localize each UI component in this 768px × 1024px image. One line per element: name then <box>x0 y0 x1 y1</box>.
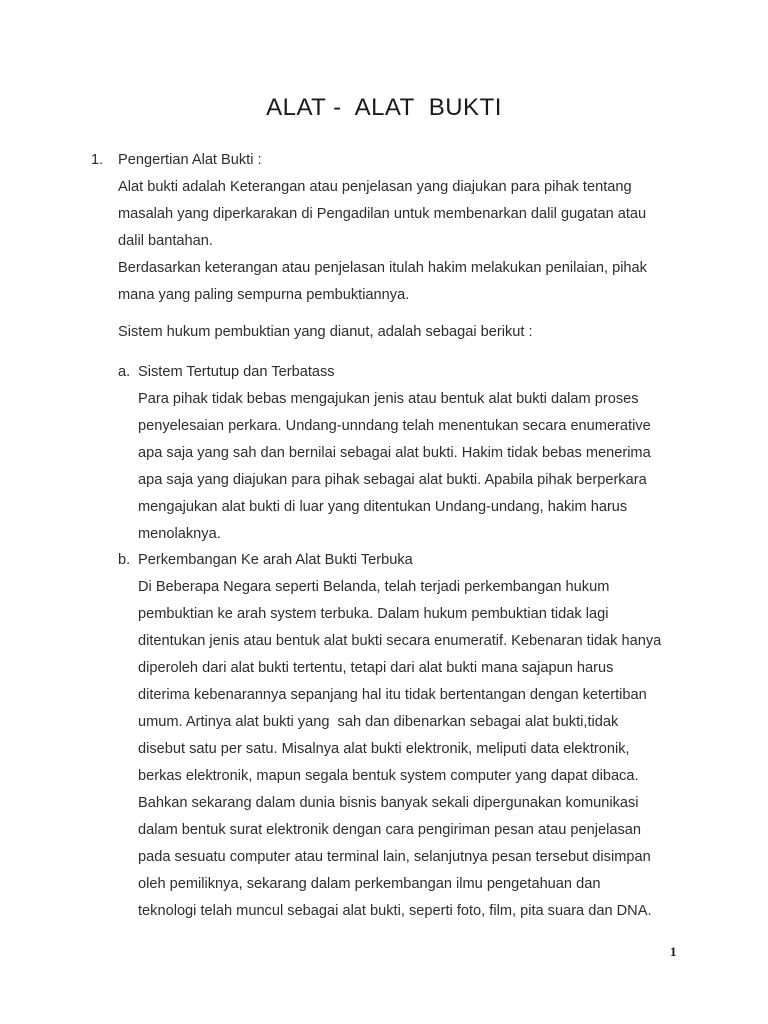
item-b-heading: Perkembangan Ke arah Alat Bukti Terbuka <box>138 552 413 568</box>
paragraph-line: mana yang paling sempurna pembuktiannya. <box>118 287 410 303</box>
item-b-line: ditentukan jenis atau bentuk alat bukti secara enumeratif. Kebenaran tidak hanya <box>138 633 662 649</box>
item-b-line: pada sesuatu computer atau terminal lain, selanjutnya pesan tersebut disimpan <box>138 849 651 865</box>
item-a-line: Para pihak tidak bebas mengajukan jenis atau bentuk alat bukti dalam proses <box>138 391 639 407</box>
intro-text: Sistem hukum pembuktian yang dianut, adalah sebagai berikut : <box>118 324 533 340</box>
item-b-line: Di Beberapa Negara seperti Belanda, telah terjadi perkembangan hukum <box>138 579 610 595</box>
item-a-line: apa saja yang sah dan bernilai sebagai alat bukti. Hakim tidak bebas menerima <box>138 445 651 461</box>
item-a-heading: Sistem Tertutup dan Terbatass <box>138 364 335 380</box>
item-a-line: menolaknya. <box>138 526 221 542</box>
item-a-line: apa saja yang diajukan para pihak sebagai alat bukti. Apabila pihak berperkara <box>138 472 647 488</box>
item-a-line: penyelesaian perkara. Undang-unndang telah menentukan secara enumerative <box>138 418 651 434</box>
item-b-line: diterima kebenarannya sepanjang hal itu tidak bertentangan dengan ketertiban <box>138 687 647 703</box>
item-a-line: mengajukan alat bukti di luar yang ditentukan Undang-undang, hakim harus <box>138 499 628 515</box>
item-b-line: berkas elektronik, mapun segala bentuk system computer yang dapat dibaca. <box>138 768 639 784</box>
item-b-line: dalam bentuk surat elektronik dengan cara pengiriman pesan atau penjelasan <box>138 822 642 838</box>
list-marker-a: a. <box>118 364 131 380</box>
paragraph-line: masalah yang diperkarakan di Pengadilan untuk membenarkan dalil gugatan atau <box>118 206 647 222</box>
document-title: ALAT - ALAT BUKTI <box>266 94 502 121</box>
paragraph-line: Alat bukti adalah Keterangan atau penjelasan yang diajukan para pihak tentang <box>118 179 632 195</box>
page-number: 1 <box>670 944 677 959</box>
item-b-line: Bahkan sekarang dalam dunia bisnis banyak sekali dipergunakan komunikasi <box>138 795 639 811</box>
item-b-line: disebut satu per satu. Misalnya alat bukti elektronik, meliputi data elektronik, <box>138 741 630 757</box>
list-marker-b: b. <box>118 552 131 568</box>
paragraph-line: dalil bantahan. <box>118 233 213 249</box>
section-heading: Pengertian Alat Bukti : <box>118 152 262 168</box>
item-b-line: oleh pemiliknya, sekarang dalam perkembangan ilmu pengetahuan dan <box>138 876 601 892</box>
item-b-line: teknologi telah muncul sebagai alat bukti, seperti foto, film, pita suara dan DNA. <box>138 903 652 919</box>
section-number: 1. <box>91 152 104 168</box>
paragraph-line: Berdasarkan keterangan atau penjelasan itulah hakim melakukan penilaian, pihak <box>118 260 647 276</box>
item-b-line: pembuktian ke arah system terbuka. Dalam hukum pembuktian tidak lagi <box>138 606 609 622</box>
item-b-line: diperoleh dari alat bukti tertentu, tetapi dari alat bukti mana sajapun harus <box>138 660 614 676</box>
item-b-line: umum. Artinya alat bukti yang sah dan dibenarkan sebagai alat bukti,tidak <box>138 714 619 730</box>
